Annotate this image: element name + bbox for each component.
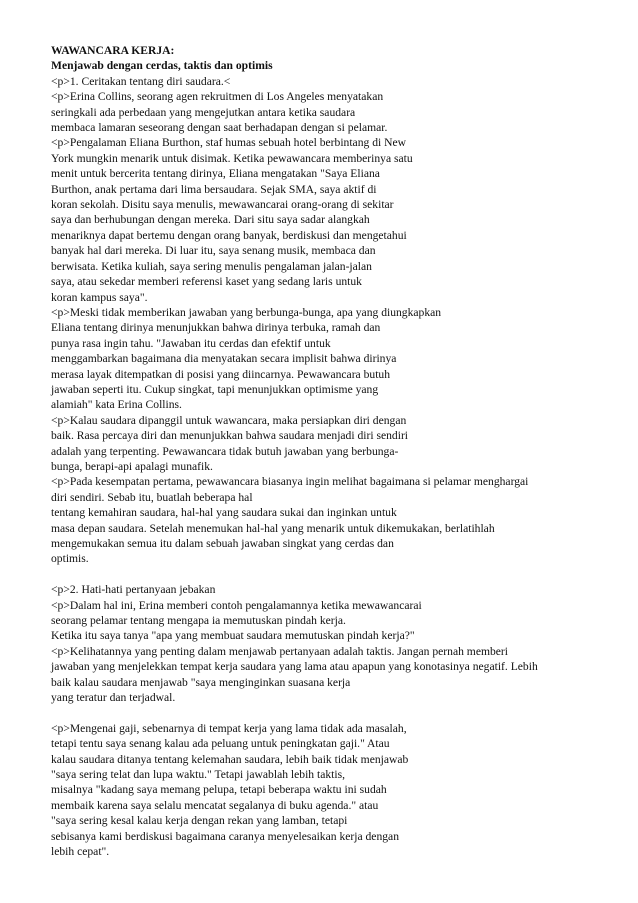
text-line: <p>Mengenai gaji, sebenarnya di tempat kerja yang lama tidak ada masalah,: [51, 721, 407, 735]
text-line: menariknya dapat bertemu dengan orang banyak, berdiskusi dan mengetahui: [51, 228, 407, 242]
text-line: yang teratur dan terjadwal.: [51, 691, 176, 705]
text-line: jawaban yang menjelekkan tempat kerja saudara yang lama atau apapun yang konotasinya negatif. Lebih: [51, 660, 538, 674]
text-line: jawaban seperti itu. Cukup singkat, tapi menunjukkan optimisme yang: [51, 382, 379, 396]
document-title: WAWANCARA KERJA:: [51, 44, 175, 57]
text-line: menit untuk bercerita tentang dirinya, Eliana mengatakan "Saya Eliana: [51, 167, 380, 181]
text-line: baik. Rasa percaya diri dan menunjukkan bahwa saudara menjadi diri sendiri: [51, 429, 409, 443]
blank-line: [51, 567, 631, 582]
text-line: seorang pelamar tentang mengapa ia memutuskan pindah kerja.: [51, 614, 346, 628]
text-line: koran kampus saya".: [51, 290, 148, 304]
text-line: alamiah" kata Erina Collins.: [51, 398, 182, 412]
text-line: masa depan saudara. Setelah menemukan hal-hal yang menarik untuk dikemukakan, berlatihlah: [51, 521, 495, 535]
text-line: mengemukakan semua itu dalam sebuah jawaban singkat yang cerdas dan: [51, 537, 394, 550]
document-subtitle: Menjawab dengan cerdas, taktis dan optimis: [51, 59, 273, 73]
text-line: membaca lamaran seseorang dengan saat berhadapan dengan si pelamar.: [51, 121, 388, 135]
text-line: berwisata. Ketika kuliah, saya sering menulis pengalaman jalan-jalan: [51, 259, 372, 273]
text-line: menggambarkan bagaimana dia menyatakan secara implisit bahwa dirinya: [51, 352, 397, 366]
text-line: bunga, berapi-api apalagi munafik.: [51, 459, 213, 473]
document-body: [51, 43, 631, 860]
blank-line: [51, 705, 631, 720]
text-line: Eliana tentang dirinya menunjukkan bahwa dirinya terbuka, ramah dan: [51, 321, 381, 335]
text-line: kalau saudara ditanya tentang kelemahan saudara, lebih baik tidak menjawab: [51, 752, 409, 766]
text-line: "saya sering kesal kalau kerja dengan rekan yang lamban, tetapi: [51, 814, 348, 828]
text-line: saya, atau sekedar memberi referensi kaset yang sedang laris untuk: [51, 275, 362, 289]
text-line: membaik karena saya selalu mencatat segalanya di buku agenda." atau: [51, 798, 379, 812]
text-line: banyak hal dari mereka. Di luar itu, saya senang musik, membaca dan: [51, 244, 376, 258]
text-line: <p>Erina Collins, seorang agen rekruitmen di Los Angeles menyatakan: [51, 90, 384, 104]
text-line: Burthon, anak pertama dari lima bersaudara. Sejak SMA, saya aktif di: [51, 182, 377, 196]
text-line: adalah yang terpenting. Pewawancara tidak butuh jawaban yang berbunga-: [51, 444, 399, 458]
text-line: tetapi tentu saya senang kalau ada peluang untuk peningkatan gaji." Atau: [51, 737, 390, 751]
text-line: punya rasa ingin tahu. "Jawaban itu cerdas dan efektif untuk: [51, 336, 331, 350]
text-line: <p>2. Hati-hati pertanyaan jebakan: [51, 583, 216, 597]
text-line: optimis.: [51, 552, 89, 566]
text-line: sebisanya kami berdiskusi bagaimana caranya menyelesaikan kerja dengan: [51, 829, 399, 843]
text-line: <p>Meski tidak memberikan jawaban yang berbunga-bunga, apa yang diungkapkan: [51, 305, 442, 319]
text-line: merasa layak ditempatkan di posisi yang diincarnya. Pewawancara butuh: [51, 367, 391, 381]
text-line: <p>Dalam hal ini, Erina memberi contoh pengalamannya ketika mewawancarai: [51, 598, 422, 612]
text-line: saya dan berhubungan dengan mereka. Dari situ saya sadar alangkah: [51, 213, 370, 227]
text-line: York mungkin menarik untuk disimak. Ketika pewawancara memberinya satu: [51, 151, 413, 165]
text-line: koran sekolah. Disitu saya menulis, mewawancarai orang-orang di sekitar: [51, 198, 394, 212]
text-line: <p>Kalau saudara dipanggil untuk wawancara, maka persiapkan diri dengan: [51, 413, 407, 427]
text-line: baik kalau saudara menjawab "saya menginginkan suasana kerja: [51, 675, 351, 689]
text-line: <p>1. Ceritakan tentang diri saudara.<: [51, 74, 231, 88]
text-lines: [51, 74, 631, 860]
text-line: <p>Kelihatannya yang penting dalam menjawab pertanyaan adalah taktis. Jangan pernah memberi: [51, 644, 509, 658]
text-line: lebih cepat".: [51, 845, 110, 859]
text-line: Ketika itu saya tanya "apa yang membuat saudara memutuskan pindah kerja?": [51, 629, 415, 643]
text-line: tentang kemahiran saudara, hal-hal yang saudara sukai dan inginkan untuk: [51, 506, 397, 520]
text-line: <p>Pengalaman Eliana Burthon, staf humas sebuah hotel berbintang di New: [51, 136, 407, 150]
text-line: diri sendiri. Sebab itu, buatlah beberapa hal: [51, 490, 253, 504]
text-line: <p>Pada kesempatan pertama, pewawancara biasanya ingin melihat bagaimana si pelamar menghargai: [51, 475, 529, 489]
text-line: seringkali ada perbedaan yang mengejutkan antara ketika saudara: [51, 105, 356, 119]
text-line: "saya sering telat dan lupa waktu." Tetapi jawablah lebih taktis,: [51, 768, 346, 782]
text-line: misalnya "kadang saya memang pelupa, tetapi beberapa waktu ini sudah: [51, 783, 387, 797]
